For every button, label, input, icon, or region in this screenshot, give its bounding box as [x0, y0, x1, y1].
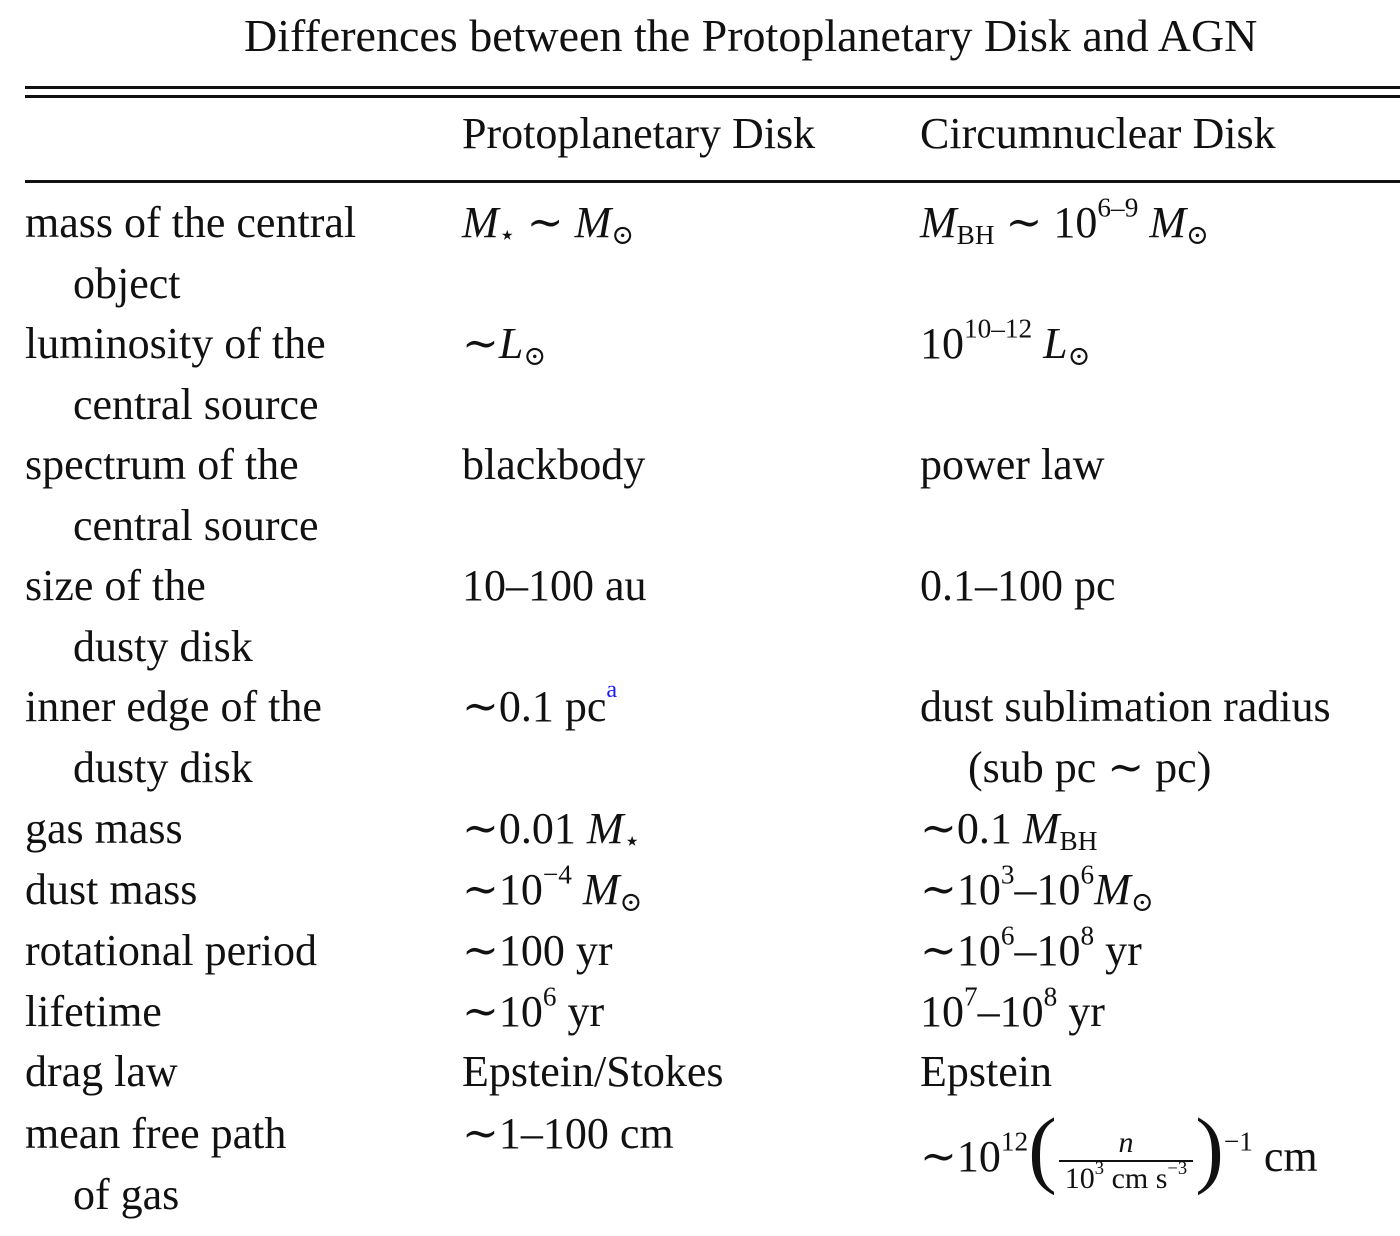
protoplanetary-value: $\sim L_⊙$	[462, 319, 547, 371]
row-label: rotational period	[25, 926, 318, 975]
protoplanetary-value: $\sim 10^6$ yr	[462, 981, 605, 1036]
circumnuclear-value: ∼0.1 $M_{BH}$	[920, 804, 1098, 856]
circumnuclear-value: $10^7-10^8$ yr	[920, 981, 1105, 1036]
row-label: inner edge of the dusty disk	[25, 682, 322, 792]
circumnuclear-value: $M_{BH}$ ∼ 10$^{6-9}$ $M_⊙$	[920, 192, 1209, 250]
circumnuclear-value: $\sim 10^3-10^6M_⊙$	[920, 859, 1154, 917]
row-label: mean free path of gas	[25, 1109, 287, 1219]
row-label: dust mass	[25, 865, 198, 914]
circumnuclear-value: power law	[920, 440, 1105, 489]
circumnuclear-value: $\sim 10^{12}$( $\frac{n}{10^3 cm s^{-3}}$ )$^{-1}$ cm	[920, 1100, 1318, 1196]
protoplanetary-value: ∼0.1 pc$^a$	[462, 675, 618, 731]
protoplanetary-value: ∼100 yr	[462, 926, 613, 975]
protoplanetary-value: blackbody	[462, 440, 646, 489]
row-label: lifetime	[25, 987, 162, 1036]
row-label: size of the dusty disk	[25, 561, 253, 671]
top-rule	[25, 86, 1400, 89]
table-caption: Differences between the Protoplanetary Disk and AGN	[244, 10, 1258, 61]
circumnuclear-value: dust sublimation radius (sub pc ∼ pc)	[920, 682, 1331, 792]
row-label: spectrum of the central source	[25, 440, 319, 550]
column-header-protoplanetary: Protoplanetary Disk	[462, 109, 816, 158]
protoplanetary-value: $M_⋆$ ∼ $M_⊙$	[462, 198, 635, 250]
circumnuclear-value: 0.1–100 pc	[920, 561, 1116, 610]
protoplanetary-value: Epstein/Stokes	[462, 1047, 724, 1096]
density-fraction: $\frac{n}{10^3 cm s^{-3}}$	[1059, 1126, 1193, 1196]
circumnuclear-value: $\sim 10^6-10^8$ yr	[920, 920, 1142, 975]
row-label: mass of the central object	[25, 198, 357, 308]
row-label: gas mass	[25, 804, 183, 853]
protoplanetary-value: $\sim 10^{-4}$ $M_⊙$	[462, 859, 643, 917]
column-header-circumnuclear: Circumnuclear Disk	[920, 109, 1276, 158]
row-label: luminosity of the central source	[25, 319, 326, 429]
footnote-marker[interactable]: a	[606, 675, 618, 703]
protoplanetary-value: ∼1–100 cm	[462, 1109, 674, 1158]
row-label: drag law	[25, 1047, 178, 1096]
header-rule	[25, 180, 1400, 183]
top-rule-double	[25, 95, 1400, 98]
protoplanetary-value: ∼0.01 $M_⋆$	[462, 804, 641, 856]
circumnuclear-value: 10$^{10-12}$ $L_⊙$	[920, 313, 1091, 371]
circumnuclear-value: Epstein	[920, 1047, 1052, 1096]
protoplanetary-value: 10–100 au	[462, 561, 647, 610]
